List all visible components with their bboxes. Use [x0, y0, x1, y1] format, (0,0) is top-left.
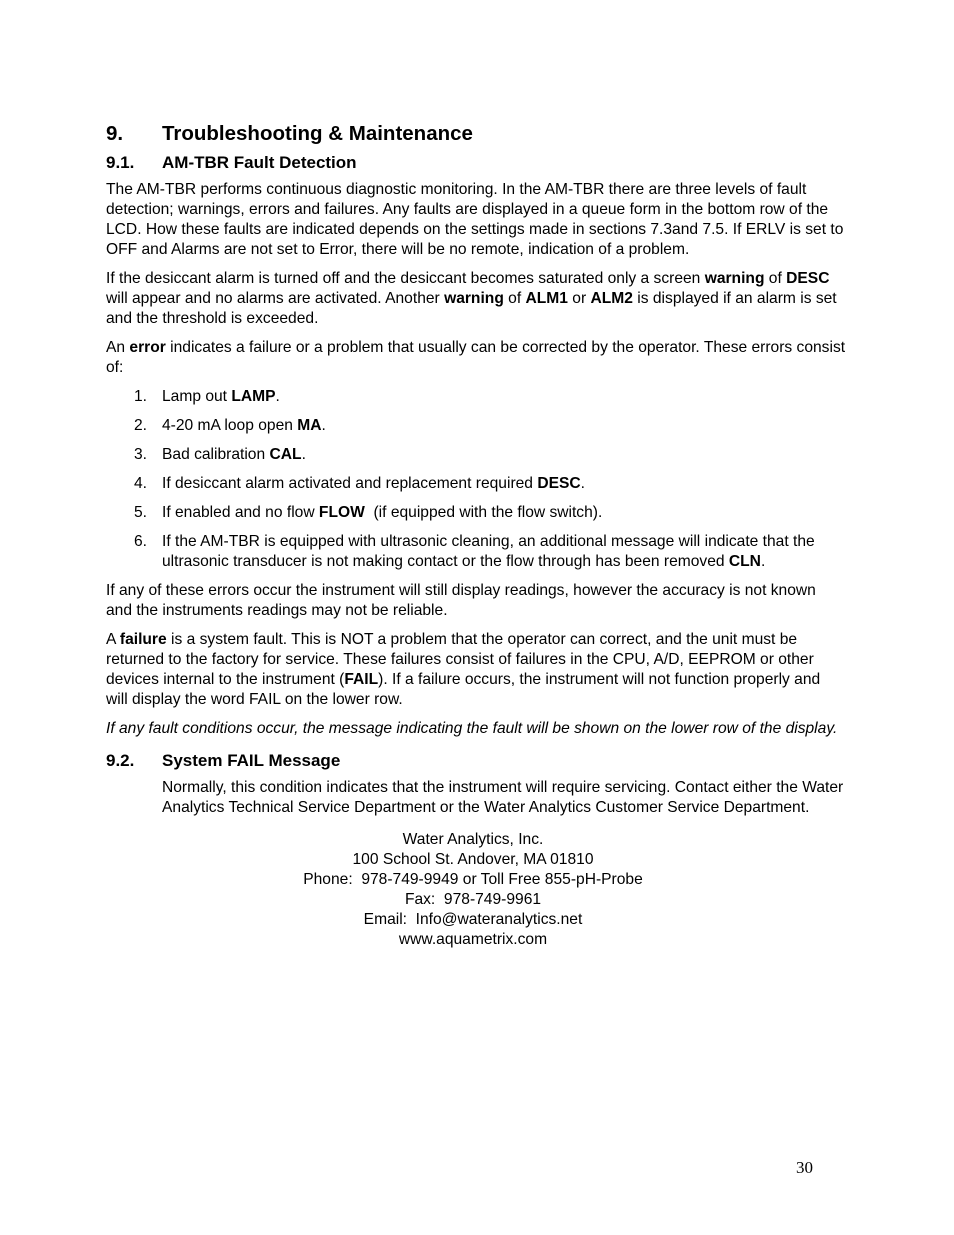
bold-term: LAMP — [231, 388, 276, 405]
subsection-number: 9.1. — [106, 153, 135, 172]
document-page — [106, 120, 846, 950]
text-run: If the desiccant alarm is turned off and the desiccant becomes saturated only a screen — [106, 270, 705, 287]
bold-term: CLN — [728, 553, 761, 570]
text-run: will appear and no alarms are activated. Another — [106, 290, 445, 307]
list-item — [106, 503, 846, 523]
text-run: If desiccant alarm activated and replacement required — [162, 475, 538, 492]
list-text — [162, 416, 846, 436]
company-fax: Fax: 978-749-9961 — [404, 891, 542, 908]
list-number: 6. — [134, 533, 148, 550]
section-heading-9 — [106, 120, 846, 148]
list-text — [162, 532, 846, 572]
error-list — [106, 387, 846, 572]
subsection-heading-9-1 — [106, 151, 846, 175]
text-run: If enabled and no flow — [162, 504, 319, 521]
text-run: If the AM-TBR is equipped with ultrasonic cleaning, an additional message will indicate that the ultrasonic transducer is not making contact or the flow through has been removed — [162, 533, 815, 570]
bold-term: failure — [119, 631, 167, 648]
text-run: . — [301, 446, 306, 463]
text-run: A — [106, 631, 120, 648]
text-run: indicates a failure or a problem that usually can be corrected by the operator. These errors consist of: — [106, 339, 846, 376]
bold-term: DESC — [786, 270, 830, 287]
list-number: 2. — [134, 417, 148, 434]
list-number: 1. — [134, 388, 148, 405]
list-item — [106, 474, 846, 494]
list-number: 4. — [134, 475, 148, 492]
page-number: 30 — [796, 1158, 813, 1177]
company-name: Water Analytics, Inc. — [402, 831, 544, 848]
text-run: or — [567, 290, 591, 307]
bold-term: MA — [297, 417, 322, 434]
list-number: 5. — [134, 504, 148, 521]
subsection-title: AM-TBR Fault Detection — [162, 153, 357, 172]
list-item — [106, 416, 846, 436]
subsection-heading-9-2 — [106, 749, 846, 773]
paragraph-diagnostics: The AM-TBR performs continuous diagnostic monitoring. In the AM-TBR there are three levels of fault detection; warnings, errors and failures. Any faults are displayed in a queue form in the bottom row of the LCD. How these faults are indicated depends on the settings made in sections 7.3and 7.5. If ERLV is set to OFF and Alarms are not set to Error, there will be no remote, indication of a problem. — [106, 181, 844, 258]
bold-term: ALM1 — [525, 290, 568, 307]
bold-term: FAIL — [344, 671, 379, 688]
bold-term: error — [129, 339, 166, 356]
company-address: 100 School St. Andover, MA 01810 — [352, 851, 594, 868]
bold-term: FLOW — [318, 504, 365, 521]
text-run: of — [503, 290, 526, 307]
list-text — [162, 503, 846, 523]
text-run: . — [580, 475, 585, 492]
paragraph-warning — [106, 269, 846, 329]
list-text — [162, 445, 846, 465]
contact-block — [106, 830, 840, 950]
text-run: Bad calibration — [162, 446, 270, 463]
subsection-number: 9.2. — [106, 751, 135, 770]
paragraph-fault-note: If any fault conditions occur, the message indicating the fault will be shown on the lower row of the display. — [106, 720, 838, 737]
subsection-title: System FAIL Message — [162, 751, 341, 770]
company-phone: Phone: 978-749-9949 or Toll Free 855-pH-Probe — [303, 871, 643, 888]
list-text — [162, 387, 846, 407]
section-title: Troubleshooting & Maintenance — [162, 122, 473, 145]
bold-term: ALM2 — [590, 290, 633, 307]
text-run: is displayed if an alarm is set and the threshold is exceeded. — [106, 290, 837, 327]
list-item — [106, 387, 846, 407]
text-run: (if equipped with the flow switch). — [364, 504, 603, 521]
text-run: ). If a failure occurs, the instrument will not function properly and will display the word FAIL on the lower row. — [106, 671, 821, 708]
text-run: . — [321, 417, 326, 434]
section-number: 9. — [106, 122, 124, 145]
text-run: of — [764, 270, 787, 287]
text-run: is a system fault. This is NOT a problem that the operator can correct, and the unit must be returned to the factory for service. These failures consist of failures in the CPU, A/D, EEPROM or other devices internal to the instrument ( — [106, 631, 814, 688]
paragraph-fail-message: Normally, this condition indicates that the instrument will require servicing. Contact either the Water Analytics Technical Service Department or the Water Analytics Customer Service Department. — [162, 779, 844, 816]
company-website: www.aquametrix.com — [398, 931, 548, 948]
bold-term: warning — [704, 270, 765, 287]
bold-term: CAL — [269, 446, 302, 463]
paragraph-error — [106, 338, 846, 378]
bold-term: DESC — [537, 475, 581, 492]
text-run: An — [106, 339, 130, 356]
paragraph-failure — [106, 630, 846, 710]
list-number: 3. — [134, 446, 148, 463]
company-email: Email: Info@wateranalytics.net — [363, 911, 583, 928]
list-item — [106, 532, 846, 572]
bold-term: warning — [444, 290, 504, 307]
text-run: . — [760, 553, 766, 570]
text-run: Lamp out — [162, 388, 232, 405]
text-run: 4-20 mA loop open — [162, 417, 298, 434]
paragraph-error-effect: If any of these errors occur the instrument will still display readings, however the accuracy is not known and the instruments readings may not be reliable. — [106, 582, 816, 619]
text-run: . — [275, 388, 280, 405]
list-text — [162, 474, 846, 494]
list-item — [106, 445, 846, 465]
